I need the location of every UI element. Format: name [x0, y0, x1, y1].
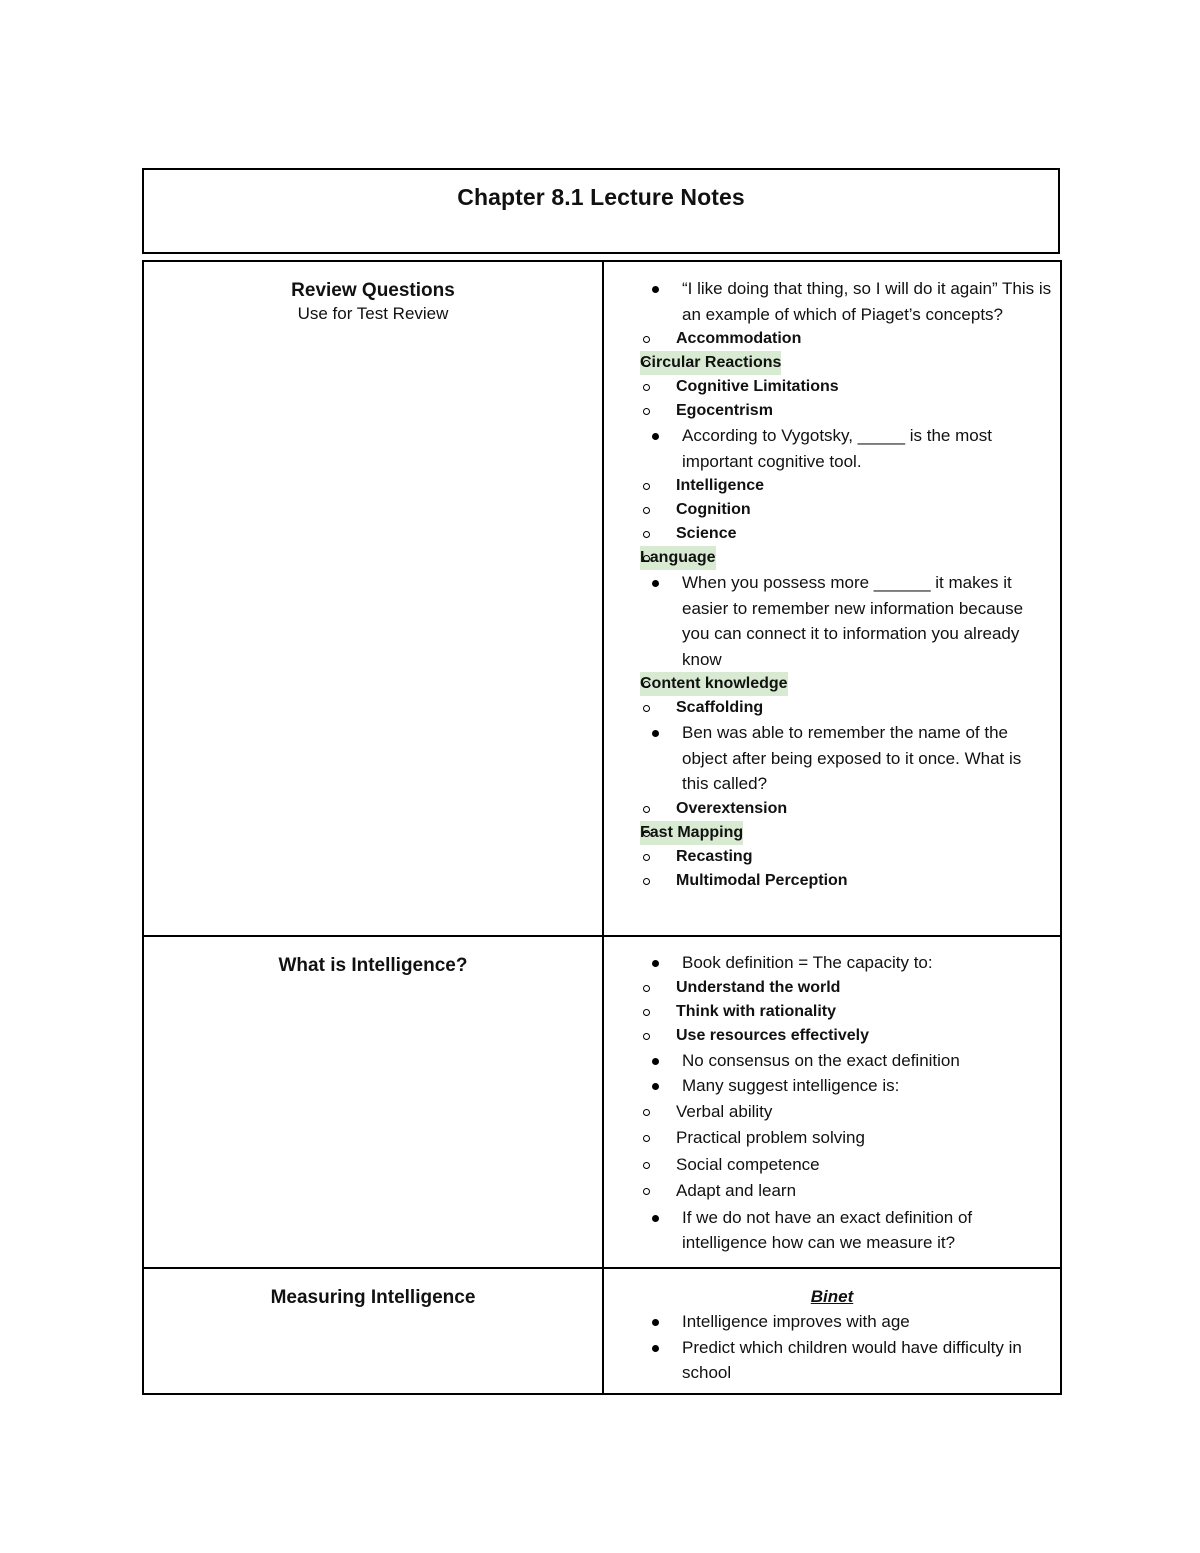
- question-item: [604, 276, 1060, 423]
- option-item-correct: [640, 546, 716, 570]
- bullet-icon: [652, 580, 659, 587]
- sub-item-text: Social competence: [676, 1154, 820, 1174]
- option-item-correct: [640, 351, 781, 375]
- sub-item: [640, 1152, 1052, 1179]
- section-title: Measuring Intelligence: [270, 1287, 476, 1308]
- list-item: [604, 1073, 1060, 1205]
- sub-item-text: Think with rationality: [676, 1002, 837, 1020]
- bullet-icon: [652, 1319, 659, 1326]
- sub-list: [640, 1099, 1052, 1205]
- option-list: [640, 327, 1052, 423]
- option-text: Circular Reactions: [640, 354, 782, 371]
- section-title: What is Intelligence?: [278, 955, 468, 976]
- list-item: [604, 1309, 1060, 1335]
- section-title: Review Questions: [291, 280, 455, 301]
- sub-item-text: Verbal ability: [676, 1101, 773, 1121]
- bullet-text: Predict which children would have difficulty in school: [682, 1337, 1022, 1382]
- circle-bullet-icon: [643, 985, 650, 992]
- sub-item-text: Understand the world: [676, 978, 841, 996]
- option-item: [640, 498, 1052, 522]
- sub-item: [640, 1000, 1052, 1024]
- option-item-correct: [640, 672, 788, 696]
- circle-bullet-icon: [643, 1135, 650, 1142]
- circle-bullet-icon: [643, 1188, 650, 1195]
- notes-table: [142, 260, 1062, 1395]
- list-item: [604, 1335, 1060, 1386]
- question-item: [604, 423, 1060, 570]
- option-list: [640, 474, 1052, 570]
- question-item: [604, 720, 1060, 893]
- option-item: [640, 327, 1052, 351]
- bullet-icon: [652, 1345, 659, 1352]
- section-content-cell: [603, 1268, 1061, 1394]
- circle-bullet-icon: [643, 830, 650, 837]
- circle-bullet-icon: [643, 806, 650, 813]
- option-list: [640, 672, 1052, 720]
- page-title: Chapter 8.1 Lecture Notes: [457, 184, 745, 210]
- section-label-cell: [143, 936, 603, 1268]
- option-text: Scaffolding: [676, 699, 764, 716]
- bullet-list: [604, 950, 1060, 1256]
- option-item: [640, 797, 1052, 821]
- bullet-icon: [652, 1058, 659, 1065]
- option-text: Accommodation: [676, 330, 802, 347]
- sub-item-text: Adapt and learn: [676, 1181, 797, 1200]
- bullet-text: Many suggest intelligence is:: [682, 1076, 900, 1095]
- option-text: Overextension: [676, 799, 788, 817]
- bullet-text: No consensus on the exact definition: [682, 1050, 960, 1070]
- subsection-heading: Binet: [810, 1287, 854, 1306]
- circle-bullet-icon: [643, 878, 650, 885]
- bullet-icon: [652, 1215, 659, 1222]
- option-item: [640, 522, 1052, 546]
- circle-bullet-icon: [643, 336, 650, 343]
- circle-bullet-icon: [643, 1009, 650, 1016]
- section-label-cell: [143, 261, 603, 936]
- sub-item: [640, 1024, 1052, 1048]
- bullet-icon: [652, 433, 659, 440]
- option-item: [640, 474, 1052, 498]
- section-content-cell: [603, 936, 1061, 1268]
- bullet-text: Book definition = The capacity to:: [682, 953, 933, 972]
- bullet-list: [604, 1309, 1060, 1386]
- sub-item-text: Use resources effectively: [676, 1026, 869, 1044]
- section-label-cell: [143, 1268, 603, 1394]
- sub-item: [640, 1099, 1052, 1126]
- circle-bullet-icon: [643, 555, 650, 562]
- sub-item: [640, 1178, 1052, 1205]
- option-text: Multimodal Perception: [676, 871, 848, 889]
- question-text: “I like doing that thing, so I will do it again” This is an example of which of Piaget’s concepts?: [682, 279, 1052, 324]
- question-text: Ben was able to remember the name of the object after being exposed to it once. What is this called?: [682, 723, 1022, 793]
- option-text: Cognition: [676, 501, 751, 518]
- section-subtitle: Use for Test Review: [297, 304, 449, 323]
- list-item: [604, 1048, 1060, 1074]
- option-text: Cognitive Limitations: [676, 378, 839, 395]
- option-text: Recasting: [676, 847, 753, 865]
- sub-item-text: Practical problem solving: [676, 1128, 865, 1147]
- option-item: [640, 696, 1052, 720]
- option-item: [640, 375, 1052, 399]
- option-text: Intelligence: [676, 477, 765, 494]
- table-row: [143, 936, 1061, 1268]
- circle-bullet-icon: [643, 1033, 650, 1040]
- option-list: [640, 797, 1052, 893]
- circle-bullet-icon: [643, 1109, 650, 1116]
- circle-bullet-icon: [643, 384, 650, 391]
- circle-bullet-icon: [643, 531, 650, 538]
- option-item: [640, 399, 1052, 423]
- circle-bullet-icon: [643, 681, 650, 688]
- option-text: Fast Mapping: [640, 823, 744, 841]
- question-text: According to Vygotsky, _____ is the most important cognitive tool.: [682, 426, 992, 471]
- list-item: [604, 1205, 1060, 1256]
- option-item: [640, 845, 1052, 869]
- circle-bullet-icon: [643, 360, 650, 367]
- bullet-icon: [652, 286, 659, 293]
- circle-bullet-icon: [643, 408, 650, 415]
- circle-bullet-icon: [643, 705, 650, 712]
- circle-bullet-icon: [643, 854, 650, 861]
- bullet-text: If we do not have an exact definition of intelligence how can we measure it?: [682, 1207, 973, 1252]
- title-box: [142, 168, 1060, 254]
- circle-bullet-icon: [643, 1162, 650, 1169]
- bullet-icon: [652, 730, 659, 737]
- option-text: Language: [640, 549, 716, 566]
- sub-item: [640, 976, 1052, 1000]
- section-content-cell: [603, 261, 1061, 936]
- bullet-icon: [652, 960, 659, 967]
- question-item: [604, 570, 1060, 720]
- option-text: Science: [676, 525, 737, 542]
- option-text: Egocentrism: [676, 402, 773, 419]
- question-list: [604, 276, 1060, 893]
- bullet-text: Intelligence improves with age: [682, 1312, 910, 1331]
- option-text: Content knowledge: [640, 675, 788, 692]
- option-item: [640, 869, 1052, 893]
- table-row: [143, 1268, 1061, 1394]
- circle-bullet-icon: [643, 483, 650, 490]
- circle-bullet-icon: [643, 507, 650, 514]
- list-item: [604, 950, 1060, 1048]
- question-text: When you possess more ______ it makes it easier to remember new information because you can connect it to information you already know: [682, 573, 1024, 669]
- sub-item: [640, 1125, 1052, 1152]
- sub-list: [640, 976, 1052, 1048]
- bullet-icon: [652, 1083, 659, 1090]
- table-row: [143, 261, 1061, 936]
- option-item-correct: [640, 821, 743, 845]
